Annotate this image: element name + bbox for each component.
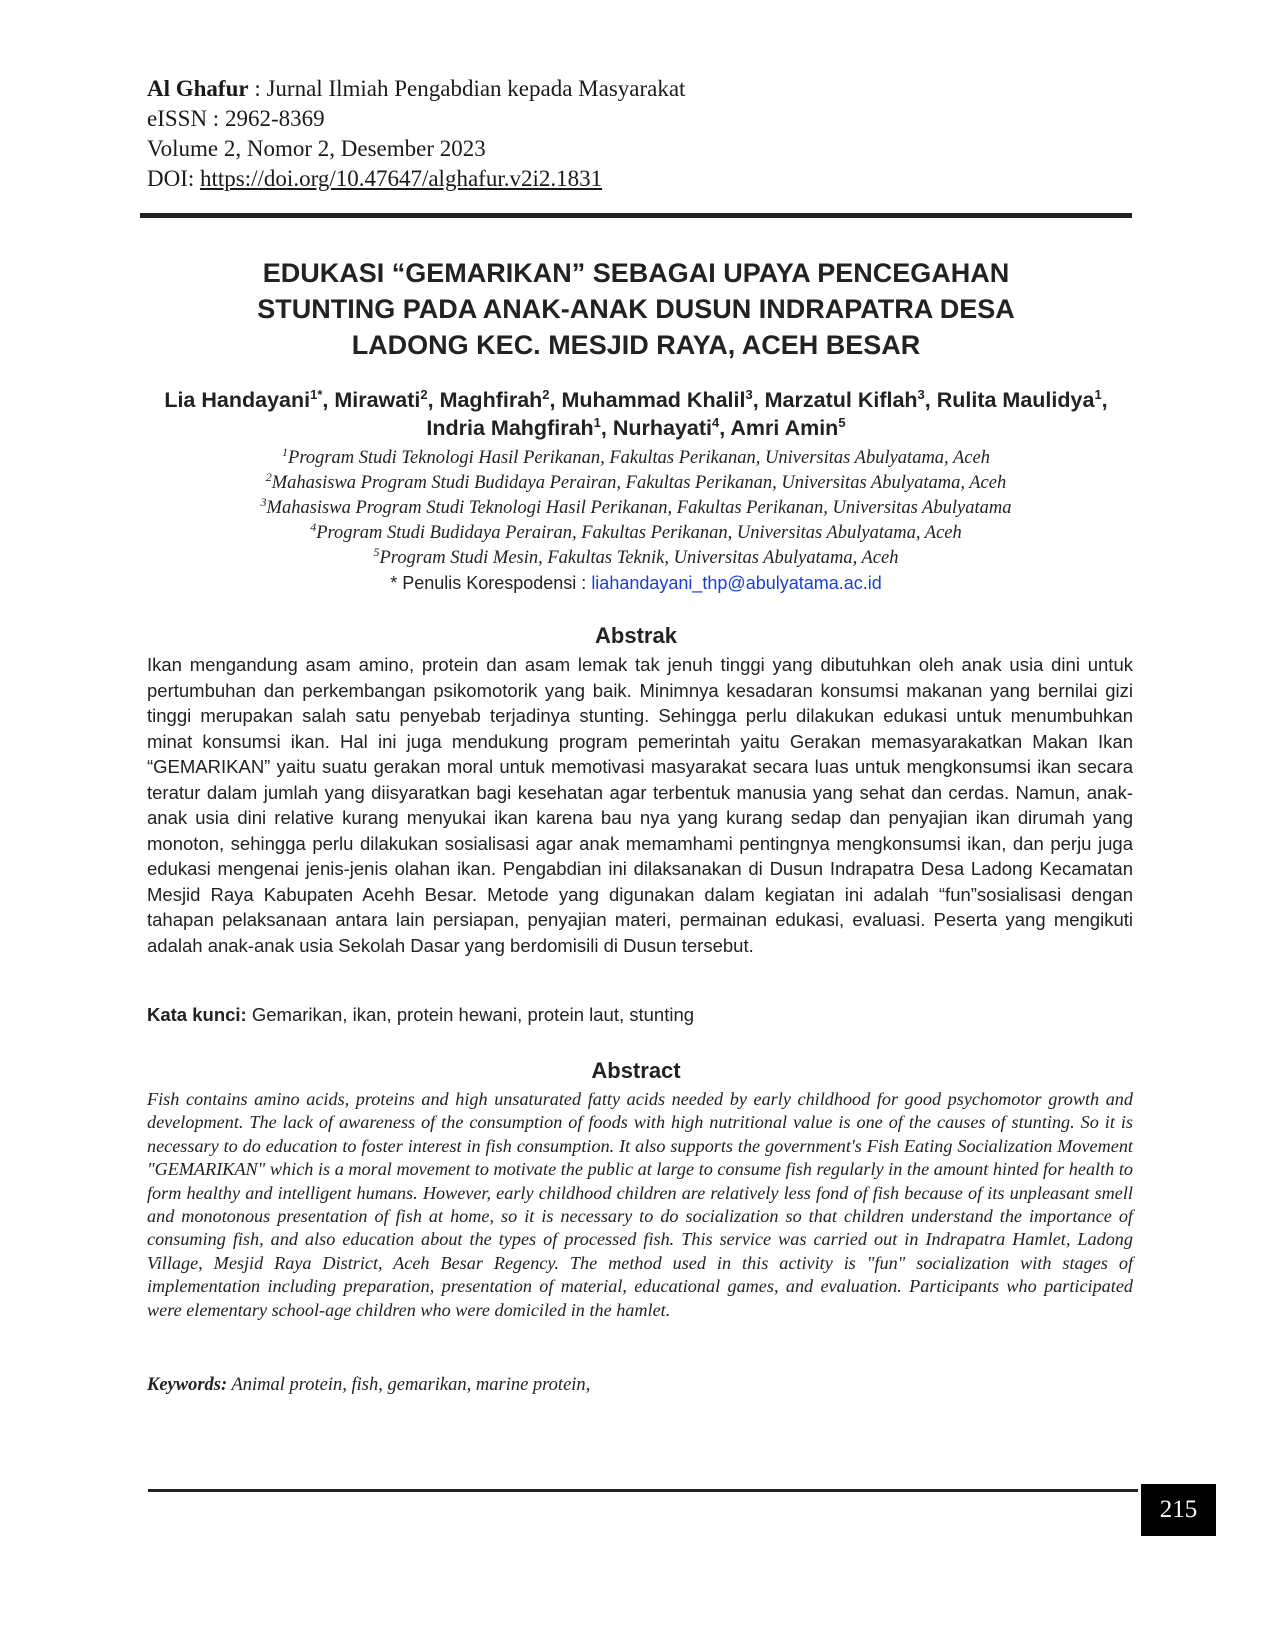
author: Maghfirah$^2$, bbox=[439, 386, 562, 412]
affiliation: $^5$Program Studi Mesin, Fakultas Teknik, Universitas Abulyatama, Aceh bbox=[373, 544, 899, 568]
volume-info: Volume 2, Nomor 2, Desember 2023 bbox=[147, 136, 486, 161]
abstract-heading: Abstract bbox=[591, 1058, 681, 1083]
author: Rulita Maulidya$^1$, bbox=[936, 386, 1108, 412]
author: Muhammad Khalil$^3$, bbox=[561, 386, 765, 412]
kata-kunci-values: Gemarikan, ikan, protein hewani, protein laut, stunting bbox=[246, 1004, 695, 1025]
title-line-1: EDUKASI “GEMARIKAN” SEBAGAI UPAYA PENCEGAHAN bbox=[262, 258, 1010, 288]
footer-divider bbox=[148, 1489, 1138, 1492]
author: Mirawati$^2$, bbox=[334, 386, 440, 412]
abstrak-heading: Abstrak bbox=[595, 623, 677, 648]
paper-title bbox=[140, 255, 1132, 363]
doi-link[interactable]: https://doi.org/10.47647/alghafur.v2i2.1831 bbox=[200, 166, 603, 191]
affiliation: $^1$Program Studi Teknologi Hasil Perikanan, Fakultas Perikanan, Universitas Abulyatama, Aceh bbox=[282, 444, 990, 468]
keywords-line bbox=[147, 1373, 1133, 1397]
correspondence-line bbox=[140, 571, 1132, 596]
author-list bbox=[140, 386, 1132, 442]
author: Nurhayati$^4$, bbox=[612, 414, 731, 440]
journal-title-line bbox=[147, 74, 1127, 104]
doi-line bbox=[147, 164, 1127, 194]
keywords-label: Keywords: bbox=[147, 1375, 228, 1395]
affiliation: $^2$Mahasiswa Program Studi Budidaya Perairan, Fakultas Perikanan, Universitas Abulyatama, Aceh bbox=[265, 469, 1007, 493]
title-line-3: LADONG KEC. MESJID RAYA, ACEH BESAR bbox=[351, 330, 921, 360]
eissn: eISSN : 2962-8369 bbox=[147, 106, 325, 131]
kata-kunci-line bbox=[147, 1002, 1133, 1028]
kata-kunci-label: Kata kunci: bbox=[147, 1004, 247, 1025]
abstrak-body: Ikan mengandung asam amino, protein dan asam lemak tak jenuh tinggi yang dibutuhkan oleh anak usia dini untuk pertumbuhan dan perkembangan psikomotorik yang baik. Minimnya kesadaran konsumsi makanan yang bernilai gizi tinggi merupakan salah satu penyebab terjadinya stunting. Sehingga perlu dilakukan edukasi untuk menumbuhkan minat konsumsi ikan. Hal ini juga mendukung program pemerintah yaitu Gerakan memasyarakatkan Makan Ikan “GEMARIKAN” yaitu suatu gerakan moral untuk memotivasi masyarakat secara luas untuk mengkonsumsi ikan secara teratur dalam jumlah yang diisyaratkan bagi kesehatan agar terbentuk manusia yang sehat dan cerdas. Namun, anak-anak usia dini relative kurang menyukai ikan karena bau nya yang kurang sedap dan penyajian ikan dirumah yang monoton, sehingga perlu dilakukan sosialisasi agar anak memamhami pentingnya mengkonsumsi ikan, dan perju juga edukasi mengenai jenis-jenis olahan ikan. Pengabdian ini dilaksanakan di Dusun Indrapatra Desa Ladong Kecamatan Mesjid Raya Kabupaten Acehh Besar. Metode yang digunakan dalam kegiatan ini adalah “fun”sosialisasi dengan tahapan pelaksanaan antara lain persiapan, penyajian materi, permainan edukasi, evaluasi. Peserta yang mengikuti adalah anak-anak usia Sekolah Dasar yang berdomisili di Dusun tersebut. bbox=[147, 654, 1133, 956]
affiliation: $^3$Mahasiswa Program Studi Teknologi Hasil Perikanan, Fakultas Perikanan, Universitas Abulyatama bbox=[260, 494, 1012, 518]
affiliation-list bbox=[140, 446, 1132, 596]
keywords-values: Animal protein, fish, gemarikan, marine protein, bbox=[227, 1375, 591, 1395]
header-divider bbox=[140, 213, 1132, 218]
doi-label: DOI: bbox=[147, 166, 201, 191]
author: Amri Amin$^5$ bbox=[730, 414, 846, 440]
journal-name: Al Ghafur bbox=[147, 76, 249, 101]
title-line-2: STUNTING PADA ANAK-ANAK DUSUN INDRAPATRA DESA bbox=[257, 294, 1015, 324]
author: Lia Handayani$^{1*}$, bbox=[164, 386, 335, 412]
correspondence-email[interactable]: liahandayani_thp@abulyatama.ac.id bbox=[591, 573, 882, 593]
journal-header bbox=[147, 74, 1127, 194]
correspondence-label: * Penulis Korespodensi : bbox=[390, 573, 592, 593]
page-number: 215 bbox=[1141, 1484, 1216, 1536]
affiliation: $^4$Program Studi Budidaya Perairan, Fakultas Perikanan, Universitas Abulyatama, Aceh bbox=[310, 519, 962, 543]
author: Marzatul Kiflah$^3$, bbox=[764, 386, 937, 412]
abstract-body: Fish contains amino acids, proteins and high unsaturated fatty acids needed by early childhood for good psychomotor growth and development. The lack of awareness of the consumption of foods with high nutritional value is one of the causes of stunting. So it is necessary to do education to foster interest in fish consumption. It also supports the government's Fish Eating Socialization Movement "GEMARIKAN" which is a moral movement to motivate the public at large to consume fish regularly in the amount hinted for health to form healthy and intelligent humans. However, early childhood children are relatively less fond of fish because of its unpleasant smell and monotonous presentation of fish at home, so it is necessary to do socialization so that children understand the importance of consuming fish, and also education about the types of processed fish. This service was carried out in Indrapatra Hamlet, Ladong Village, Mesjid Raya District, Aceh Besar Regency. The method used in this activity is "fun" socialization with stages of implementation including preparation, presentation of material, educational games, and evaluation. Participants who participated were elementary school-age children who were domiciled in the hamlet. bbox=[147, 1089, 1133, 1320]
author: Indria Mahgfirah$^1$, bbox=[426, 414, 613, 440]
journal-subtitle: : Jurnal Ilmiah Pengabdian kepada Masyarakat bbox=[248, 76, 686, 101]
